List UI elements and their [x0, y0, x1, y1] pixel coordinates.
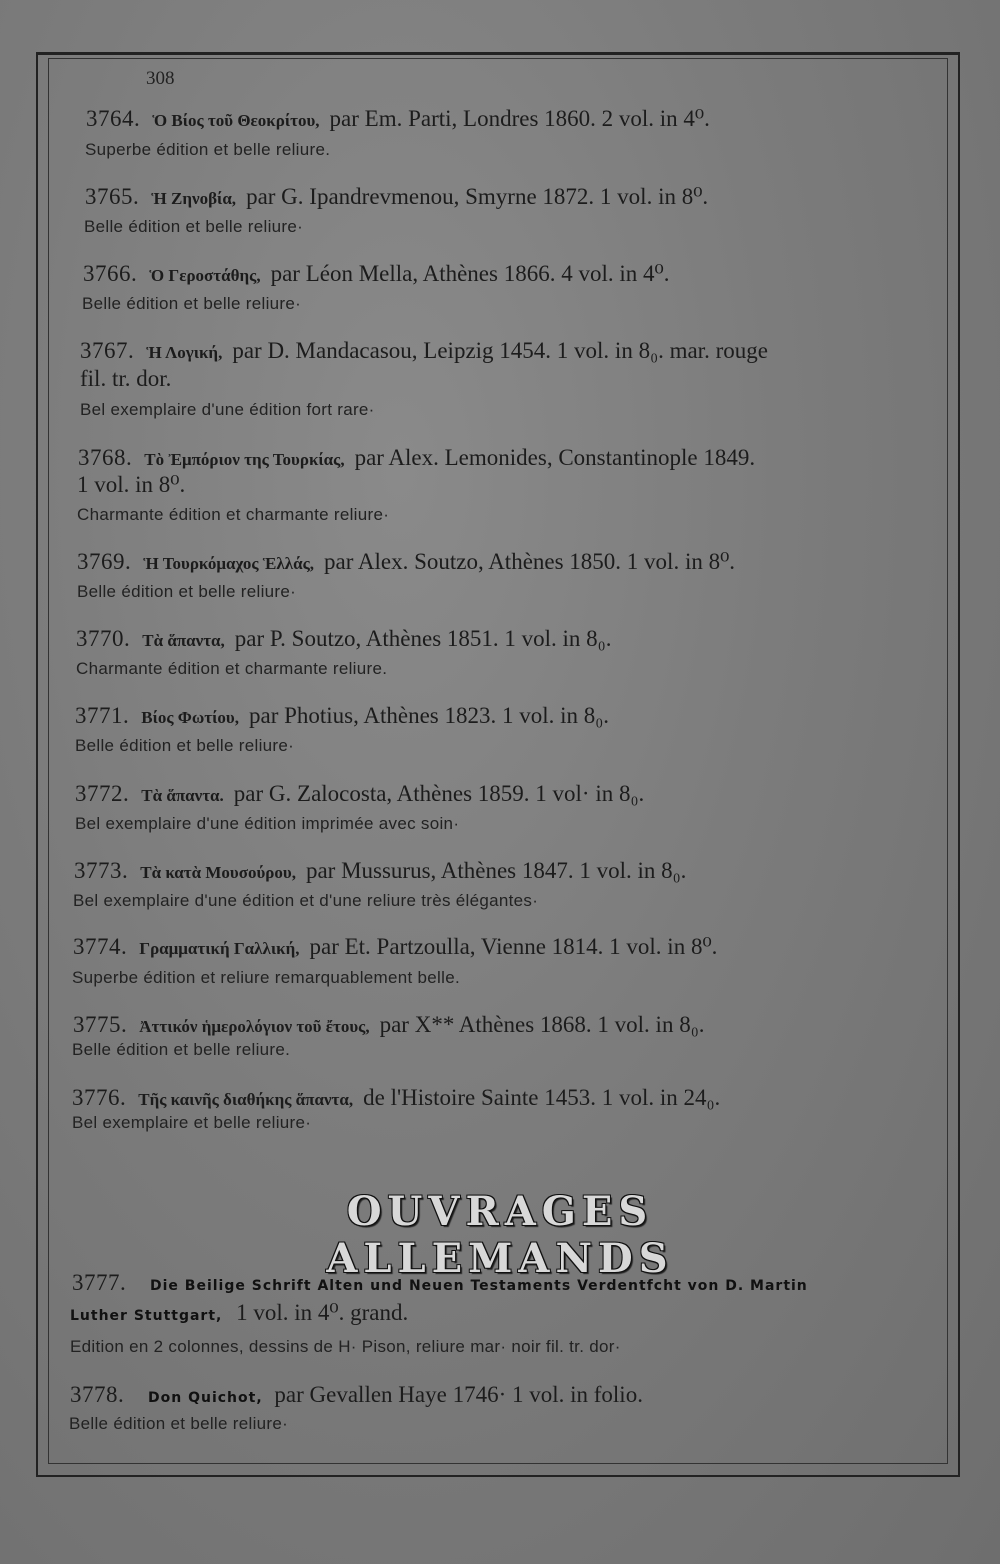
entry-details: par Léon Mella, Athènes 1866. 4 vol. in 4⁰. [270, 261, 670, 286]
entry-number: 3776. [72, 1085, 127, 1110]
entry-number: 3774. [73, 934, 128, 959]
entry-number: 3769. [77, 549, 132, 574]
entry-description: Superbe édition et reliure remarquablement belle. [72, 968, 460, 987]
entry-description: Belle édition et belle reliure· [77, 582, 297, 601]
section-heading: OUVRAGES ALLEMANDS [326, 1188, 674, 1282]
entry-number: 3768. [78, 445, 133, 470]
entry-description: Superbe édition et belle reliure. [85, 140, 331, 159]
entry-details: par Alex. Lemonides, Constantinople 1849. [354, 445, 756, 470]
greek-title: Ἡ Τουρκόμαχος Ἑλλάς, [143, 554, 315, 573]
entry-details: par P. Soutzo, Athènes 1851. 1 vol. in 8₀. [234, 626, 612, 651]
greek-title: Τῆς καινῆς διαθήκης ἅπαντα, [138, 1090, 354, 1109]
greek-title: Τὰ ἅπαντα. [141, 786, 224, 805]
entry-number: 3772. [75, 781, 130, 806]
entry-details: par X** Athènes 1868. 1 vol. in 8₀. [379, 1012, 705, 1037]
entry-details: par G. Zalocosta, Athènes 1859. 1 vol· in 8₀. [233, 781, 645, 806]
entry-details: par G. Ipandrevmenou, Smyrne 1872. 1 vol. in 8⁰. [246, 184, 709, 209]
entry-details: par Et. Partzoulla, Vienne 1814. 1 vol. in 8⁰. [309, 934, 718, 959]
entry-description: Belle édition et belle reliure· [84, 217, 304, 236]
entry-description: Belle édition et belle reliure· [69, 1414, 289, 1433]
greek-title: Ἀττικόν ἡμερολόγιον τοῦ ἔτους, [139, 1017, 370, 1036]
entry-description: Belle édition et belle reliure· [82, 294, 302, 313]
entry-details: par Em. Parti, Londres 1860. 2 vol. in 4⁰. [329, 106, 710, 131]
entry-number: 3771. [75, 703, 130, 728]
german-title: Don Quichot, [148, 1390, 263, 1406]
entry-details-continued: fil. tr. dor. [80, 366, 172, 391]
entry-description: Bel exemplaire d'une édition et d'une reliure très élégantes· [73, 891, 539, 910]
german-title-continued: Luther Stuttgart, [70, 1308, 223, 1324]
greek-title: Γραμματική Γαλλική, [139, 939, 300, 958]
greek-title: Ἡ Λογική, [146, 343, 223, 362]
greek-title: Ὁ Βίος τοῦ Θεοκρίτου, [152, 111, 320, 130]
entry-number: 3766. [83, 261, 138, 286]
entry-description: Charmante édition et charmante reliure. [76, 659, 388, 678]
entry-number: 3777. [72, 1270, 127, 1295]
entry-number: 3764. [86, 106, 141, 131]
greek-title: Ὁ Γεροστάθης, [149, 266, 261, 285]
german-title: Die Beilige Schrift Alten und Neuen Testaments Verdentfcht von D. Martin [150, 1278, 808, 1294]
entry-number: 3775. [73, 1012, 128, 1037]
entry-description: Charmante édition et charmante reliure· [77, 505, 390, 524]
entry-description: Belle édition et belle reliure· [75, 736, 295, 755]
greek-title: Τὰ ἅπαντα, [142, 631, 225, 650]
entry-number: 3778. [70, 1382, 125, 1407]
entry-description: Bel exemplaire d'une édition imprimée avec soin· [75, 814, 460, 833]
entry-details: par Mussurus, Athènes 1847. 1 vol. in 8₀. [305, 858, 687, 883]
entry-details: 1 vol. in 4⁰. grand. [236, 1300, 409, 1325]
entry-number: 3765. [85, 184, 140, 209]
entry-description: Bel exemplaire et belle reliure· [72, 1113, 312, 1132]
entry-details: par Gevallen Haye 1746· 1 vol. in folio. [274, 1382, 643, 1407]
greek-title: Ἡ Ζηνοβία, [151, 189, 237, 208]
entry-number: 3770. [76, 626, 131, 651]
entry-details: par Photius, Athènes 1823. 1 vol. in 8₀. [248, 703, 610, 728]
entry-details-continued: 1 vol. in 8⁰. [77, 472, 186, 497]
entry-description: Edition en 2 colonnes, dessins de H· Pison, reliure mar· noir fil. tr. dor· [70, 1337, 621, 1356]
entry-details: de l'Histoire Sainte 1453. 1 vol. in 24₀. [363, 1085, 721, 1110]
greek-title: Βίος Φωτίου, [141, 708, 239, 727]
entry-number: 3773. [74, 858, 129, 883]
greek-title: Τὰ κατὰ Μουσούρου, [140, 863, 296, 882]
greek-title: Τὸ Ἐμπόριον της Τουρκίας, [144, 450, 345, 469]
page-number: 308 [146, 68, 175, 89]
entry-details: par D. Mandacasou, Leipzig 1454. 1 vol. in 8₀. mar. rouge [232, 338, 768, 363]
entry-number: 3767. [80, 338, 135, 363]
entry-description: Bel exemplaire d'une édition fort rare· [80, 400, 375, 419]
entry-details: par Alex. Soutzo, Athènes 1850. 1 vol. in 8⁰. [324, 549, 736, 574]
entry-description: Belle édition et belle reliure. [72, 1040, 291, 1059]
